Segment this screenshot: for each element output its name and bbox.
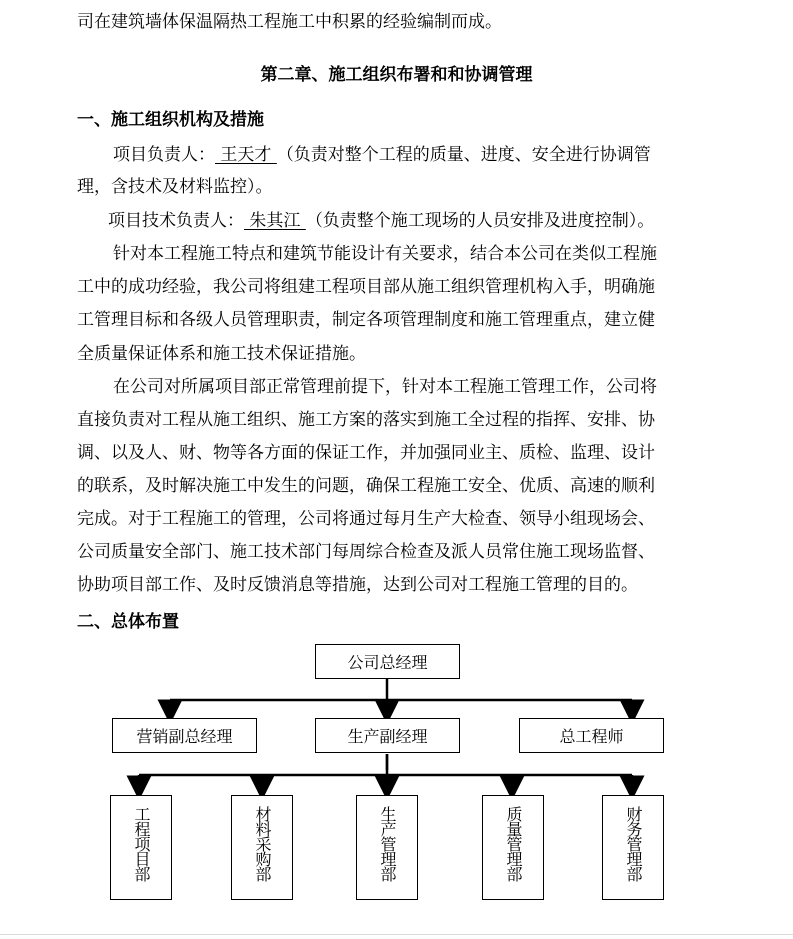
para2-line: 协助项目部工作、及时反馈消息等措施，达到公司对工程施工管理的目的。 — [77, 575, 638, 595]
org-box-level3 — [231, 795, 293, 900]
org-box-level3 — [356, 795, 418, 900]
para2-line: 完成。对于工程施工的管理，公司将通过每月生产大检查、领导小组现场会、 — [77, 509, 655, 529]
pm-name: 王天才 — [215, 145, 277, 165]
org-box-level3 — [602, 795, 664, 900]
para1-line: 工管理目标和各级人员管理职责，制定各项管理制度和施工管理重点，建立健 — [77, 310, 655, 330]
chapter-title: 第二章、施工组织布署和和协调管理 — [260, 65, 533, 85]
section2-heading: 二、总体布置 — [77, 612, 179, 632]
tech-name: 朱其江 — [244, 211, 306, 231]
para2-line: 在公司对所属项目部正常管理前提下，针对本工程施工管理工作，公司将 — [113, 377, 657, 397]
pm-desc-continued: 理，含技术及材料监控）。 — [77, 177, 273, 197]
org-box-label: 生产管理部 — [378, 806, 397, 881]
org-box-level2: 生产副经理 — [315, 718, 460, 753]
section1-heading: 一、施工组织机构及措施 — [77, 110, 264, 130]
page-bottom-rule — [0, 934, 793, 935]
continuation-line: 司在建筑墙体保温隔热工程施工中积累的经验编制而成。 — [77, 12, 502, 32]
org-box-label: 财务管理部 — [624, 806, 643, 881]
org-box-level3 — [482, 795, 544, 900]
para2-line: 的联系，及时解决施工中发生的问题，确保工程施工安全、优质、高速的顺利 — [77, 476, 655, 496]
para2-line: 公司质量安全部门、施工技术部门每周综合检查及派人员常住施工现场监督、 — [77, 542, 655, 562]
para2-line: 直接负责对工程从施工组织、施工方案的落实到施工全过程的指挥、安排、协 — [77, 410, 655, 430]
para1-line: 针对本工程施工特点和建筑节能设计有关要求，结合本公司在类似工程施 — [113, 244, 657, 264]
para2-line: 调、以及人、财、物等各方面的保证工作，并加强同业主、质检、监理、设计 — [77, 443, 655, 463]
pm-desc: （负责对整个工程的质量、进度、安全进行协调管 — [276, 145, 651, 165]
tech-label: 项目技术负责人： — [108, 211, 244, 231]
org-box-label: 质量管理部 — [504, 806, 523, 881]
org-box-label: 材料采购部 — [253, 806, 272, 881]
org-box-level2: 总工程师 — [519, 718, 664, 753]
org-box-level2: 营销副总经理 — [112, 718, 257, 753]
tech-desc: （负责整个施工现场的人员安排及进度控制）。 — [305, 211, 655, 231]
org-box-label: 工程项目部 — [132, 806, 151, 881]
pm-label: 项目负责人： — [113, 145, 215, 165]
org-box-level3 — [110, 795, 172, 900]
org-box-ceo: 公司总经理 — [315, 644, 460, 679]
para1-line: 工中的成功经验，我公司将组建工程项目部从施工组织管理机构入手，明确施 — [77, 277, 655, 297]
para1-line: 全质量保证体系和施工技术保证措施。 — [77, 344, 366, 364]
